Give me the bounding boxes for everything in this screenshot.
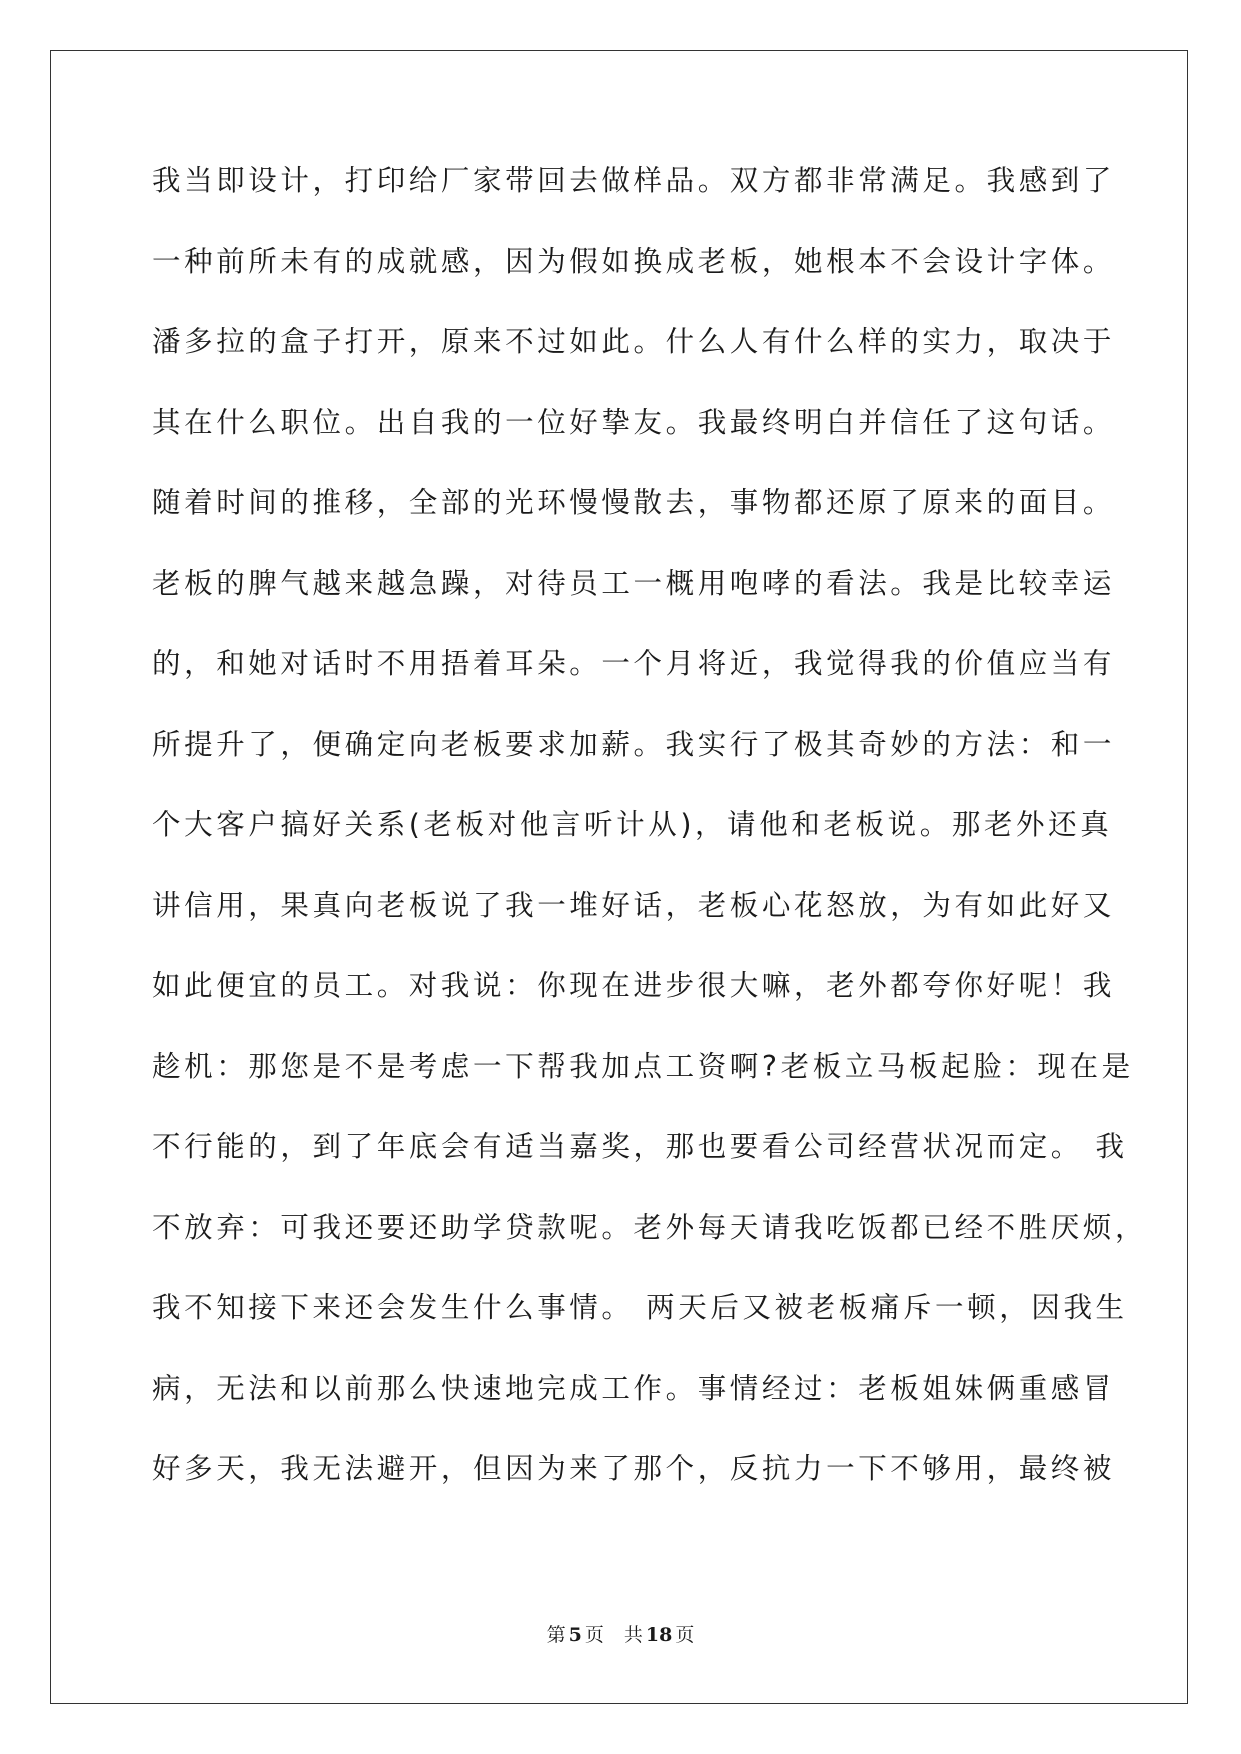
text-line: 的，和她对话时不用捂着耳朵。一个月将近，我觉得我的价值应当有 (152, 647, 1116, 680)
text-line: 潘多拉的盒子打开，原来不过如此。什么人有什么样的实力，取决于 (152, 325, 1116, 358)
text-line: 老板的脾气越来越急躁，对待员工一概用咆哮的看法。我是比较幸运 (152, 566, 1116, 600)
text-line: 所提升了，便确定向老板要求加薪。我实行了极其奇妙的方法：和一 (152, 727, 1116, 761)
footer-page-suffix: 页 (584, 1624, 604, 1646)
text-line: 其在什么职位。出自我的一位好挚友。我最终明白并信任了这句话。 (152, 405, 1116, 439)
text-line: 病，无法和以前那么快速地完成工作。事情经过：老板姐妹俩重感冒 (152, 1371, 1116, 1405)
text-line: 讲信用，果真向老板说了我一堆好话，老板心花怒放，为有如此好又 (152, 888, 1116, 922)
text-line: 如此便宜的员工。对我说：你现在进步很大嘛，老外都夸你好呢！我 (152, 969, 1116, 1002)
footer-prefix: 第 (546, 1624, 566, 1646)
text-line: 我不知接下来还会发生什么事情。 两天后又被老板痛斥一顿，因我生 (152, 1291, 1128, 1324)
footer-current-page: 5 (568, 1624, 582, 1646)
footer-total-prefix: 共 (623, 1624, 643, 1646)
page-footer (0, 1620, 1241, 1647)
text-line: 不放弃：可我还要还助学贷款呢。老外每天请我吃饭都已经不胜厌烦， (152, 1210, 1148, 1244)
document-body (152, 160, 1148, 1529)
text-line: 好多天，我无法避开，但因为来了那个，反抗力一下不够用，最终被 (152, 1452, 1116, 1485)
text-line: 趁机：那您是不是考虑一下帮我加点工资啊?老板立马板起脸：现在是 (152, 1049, 1134, 1083)
text-line: 一种前所未有的成就感，因为假如换成老板，她根本不会设计字体。 (152, 244, 1116, 278)
text-line: 随着时间的推移，全部的光环慢慢散去，事物都还原了原来的面目。 (152, 486, 1116, 519)
text-line: 个大客户搞好关系(老板对他言听计从)，请他和老板说。那老外还真 (152, 808, 1113, 841)
text-line: 我当即设计，打印给厂家带回去做样品。双方都非常满足。我感到了 (152, 164, 1116, 197)
text-line: 不行能的，到了年底会有适当嘉奖，那也要看公司经营状况而定。 我 (152, 1130, 1128, 1163)
footer-total-pages: 18 (645, 1624, 673, 1646)
footer-total-suffix: 页 (675, 1624, 695, 1646)
